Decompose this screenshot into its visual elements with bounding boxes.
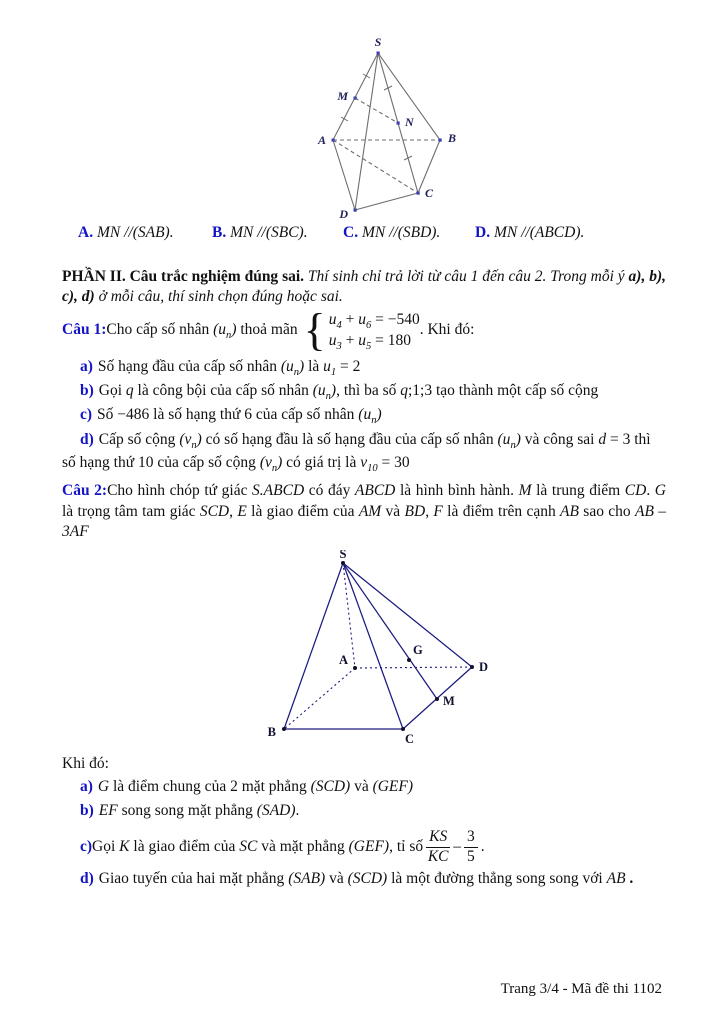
pyramid-figure-1 [298, 36, 470, 222]
answer-text-D: MN //(ABCD). [493, 224, 585, 241]
question-1-outro: . Khi đó: [419, 321, 475, 338]
q1-item-a [62, 357, 666, 378]
fig1-label-B: B [448, 131, 457, 145]
equation-system [329, 309, 420, 351]
brace-glyph: { [303, 304, 326, 355]
q1-item-c [62, 405, 666, 426]
answer-label-C: C. [343, 224, 359, 241]
q1-item-a-label: a) [80, 358, 93, 375]
fraction-operator: – [453, 838, 461, 855]
fig2-label-G: G [413, 643, 423, 657]
q2-item-b-label: b) [80, 802, 94, 819]
fraction-numerator: 3 [464, 829, 478, 848]
fig1-label-S: S [374, 36, 382, 49]
q2-item-a-text: G là điểm chung của 2 mặt phẳng (SCD) và (GEF) [97, 778, 414, 795]
q1-item-d-label: d) [80, 431, 94, 448]
answer-option-A [78, 224, 174, 242]
q1-item-b-label: b) [80, 382, 94, 399]
page-footer: Trang 3/4 - Mã đề thi 1102 [500, 981, 662, 997]
question-2-intro-text: Cho hình chóp tứ giác S.ABCD có đáy ABCD là hình bình hành. M là trung điểm CD. G là trọng tâm tam giác SCD, E là giao điểm của AM và BD, F là điểm trên cạnh AB sao cho AB – 3AF [62, 482, 667, 540]
answer-option-C [343, 224, 440, 242]
answer-text-A: MN //(SAB). [96, 224, 174, 241]
fig2-label-B: B [267, 725, 276, 739]
part2-heading: PHẦN II. Câu trắc nghiệm đúng sai. Thí sinh chỉ trả lời từ câu 1 đến câu 2. Trong mỗi ý a), b), c), d) ở mỗi câu, thí sinh chọn đúng hoặc sai. [62, 268, 667, 305]
fraction-3-5 [464, 829, 478, 865]
answer-text-C: MN //(SBD). [361, 224, 441, 241]
q1-item-b-text: Gọi q là công bội của cấp số nhân $(u_n)$, thì ba số q;1;3 tạo thành một cấp số cộng [98, 382, 599, 403]
q2-item-b-text: EF song song mặt phẳng (SAD). [98, 802, 300, 819]
q1-item-d [62, 429, 666, 474]
question-2-intro [62, 481, 666, 543]
q2-item-d-label: d) [80, 870, 94, 887]
q2-item-c-label: c) [80, 838, 93, 855]
fig2-label-A: A [338, 653, 348, 667]
question-1-intro-text: Cho cấp số nhân $(u_n)$ thoả mãn [106, 321, 298, 342]
pyramid-figure-2 [262, 550, 492, 750]
answer-label-D: D. [475, 224, 491, 241]
q2-item-a [62, 777, 666, 798]
fig2-label-M: M [443, 694, 455, 708]
equation-2: $u_3 + u_5 = 180$ [328, 332, 411, 353]
fig2-label-C: C [405, 732, 415, 746]
fig2-label-D: D [479, 660, 489, 674]
fig1-label-A: A [317, 133, 326, 147]
fig1-label-N: N [405, 115, 414, 129]
answer-label-A: A. [78, 224, 94, 241]
q1-item-c-text: Số −486 là số hạng thứ 6 của cấp số nhân $(u_n)$ [97, 406, 382, 427]
q2-item-c-period: . [480, 838, 485, 855]
q2-khido-line: Khi đó: [62, 755, 109, 772]
fraction-denominator: 5 [466, 847, 475, 865]
fraction-numerator: KS [426, 829, 450, 848]
fraction-denominator: KC [427, 847, 449, 865]
answer-text-B: MN //(SBC). [230, 224, 308, 241]
q2-item-b [62, 801, 666, 822]
fig1-label-D: D [339, 207, 348, 221]
question-2-label: Câu 2: [62, 482, 108, 499]
question-1-intro [62, 306, 474, 354]
q1-item-d-text: Cấp số cộng $(v_n)$ có số hạng đầu là số hạng đầu của cấp số nhân $(u_n)$ và công sai d = 3 thì số hạng thứ 10 của cấp số cộng $(v_n)$ có giá trị là $v_{10} = 30$ [62, 431, 651, 474]
answer-option-B [212, 224, 308, 242]
q2-item-a-label: a) [80, 778, 93, 795]
q1-item-b [62, 381, 666, 402]
fig2-label-S: S [339, 550, 347, 561]
answer-label-B: B. [212, 224, 227, 241]
tick-marks [341, 74, 412, 160]
fig1-label-C: C [425, 186, 434, 200]
q1-item-c-label: c) [80, 406, 93, 423]
answer-option-D [475, 224, 584, 242]
q2-item-c-text: Gọi K là giao điểm của SC và mặt phẳng (GEF), tỉ số [92, 838, 424, 855]
equation-1: $u_4 + u_6 = -540$ [328, 311, 420, 332]
q2-item-d [62, 869, 666, 890]
question-1-label: Câu 1: [62, 320, 107, 338]
q2-item-c [80, 827, 485, 867]
q1-item-a-text: Số hạng đầu của cấp số nhân $(u_n)$ là $u_1 = 2$ [97, 358, 361, 379]
fig1-label-M: M [337, 89, 348, 103]
q2-item-d-text: Giao tuyến của hai mặt phẳng (SAB) và (SCD) là một đường thẳng song song với AB . [98, 870, 634, 887]
fraction-KS-KC [426, 829, 450, 865]
